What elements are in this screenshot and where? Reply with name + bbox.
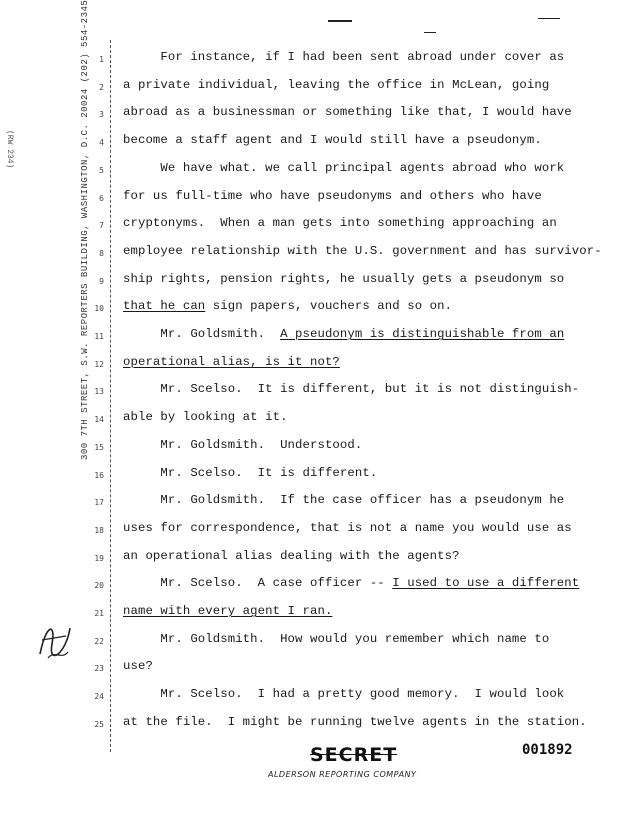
line-number: 24 xyxy=(94,692,104,702)
top-scan-mark xyxy=(328,20,352,22)
line-number: 13 xyxy=(94,387,104,397)
line-number: 1 xyxy=(99,55,104,64)
line-number: 20 xyxy=(94,581,104,591)
transcript-line: Mr. Goldsmith. If the case officer has a pseudonym he xyxy=(123,493,565,508)
line-number: 15 xyxy=(94,442,104,452)
top-scan-mark xyxy=(538,18,560,19)
transcript-line: Mr. Goldsmith. Understood. xyxy=(123,437,363,452)
transcript-line: name with every agent I ran. xyxy=(123,604,333,618)
transcript-line: for us full-time who have pseudonyms and others who have xyxy=(123,188,542,203)
line-number: 23 xyxy=(94,664,104,674)
transcript-line: employee relationship with the U.S. government and has survivor- xyxy=(123,243,602,258)
reporting-company: ALDERSON REPORTING COMPANY xyxy=(268,770,417,779)
transcript-line: For instance, if I had been sent abroad under cover as xyxy=(123,50,565,64)
line-number: 22 xyxy=(94,636,104,646)
handwritten-initials xyxy=(36,614,76,664)
line-number: 16 xyxy=(94,470,104,480)
transcript-line: Mr. Goldsmith. How would you remember which name to xyxy=(123,631,550,646)
top-scan-mark xyxy=(424,32,436,33)
line-number: 3 xyxy=(99,110,104,120)
transcript-line: Mr. Scelso. I had a pretty good memory. I would look xyxy=(123,687,565,702)
line-number: 14 xyxy=(94,415,104,425)
transcript-line: Mr. Scelso. A case officer -- I used to use a different xyxy=(123,576,580,591)
transcript-line: become a staff agent and I would still have a pseudonym. xyxy=(123,133,542,148)
line-number: 19 xyxy=(94,553,104,563)
line-number: 18 xyxy=(94,525,104,535)
line-number: 8 xyxy=(99,248,104,258)
line-number: 12 xyxy=(94,359,104,369)
line-number: 25 xyxy=(94,719,104,729)
transcript-line: a private individual, leaving the office in McLean, going xyxy=(123,77,550,92)
line-number: 21 xyxy=(94,609,104,618)
secret-stamp: SECRET xyxy=(310,744,398,766)
transcript-line: that he can sign papers, vouchers and so on. xyxy=(123,299,453,314)
document-number: 001892 xyxy=(522,742,573,758)
line-number: 2 xyxy=(99,82,104,92)
transcript-line: ship rights, pension rights, he usually gets a pseudonym so xyxy=(123,271,565,286)
line-number: 6 xyxy=(99,193,104,203)
line-number: 4 xyxy=(99,138,104,148)
transcript-line: operational alias, is it not? xyxy=(123,354,340,369)
line-number: 5 xyxy=(99,165,104,175)
transcript-line: Mr. Scelso. It is different, but it is not distinguish- xyxy=(123,382,580,397)
transcript-line: abroad as a businessman or something like that, I would have xyxy=(123,105,572,120)
transcript-line: Mr. Scelso. It is different. xyxy=(123,465,378,480)
transcript-line: Mr. Goldsmith. A pseudonym is distinguishable from an xyxy=(123,327,565,341)
transcript-line: use? xyxy=(123,659,153,674)
line-number: 17 xyxy=(94,498,104,508)
transcript-line: uses for correspondence, that is not a name you would use as xyxy=(123,520,572,535)
transcript-line: cryptonyms. When a man gets into something approaching an xyxy=(123,216,557,231)
line-number: 10 xyxy=(94,304,104,314)
transcript-line: at the file. I might be running twelve agents in the station. xyxy=(123,714,587,729)
margin-vertical-address: 300 7TH STREET, S.W. REPORTERS BUILDING, WASHINGTON, D.C. 20024 (202) 554-2345 xyxy=(80,0,90,460)
line-number: 7 xyxy=(99,221,104,231)
transcript-line: able by looking at it. xyxy=(123,410,288,425)
margin-rule xyxy=(110,40,111,752)
transcript-line: We have what. we call principal agents abroad who work xyxy=(123,160,565,175)
line-number: 11 xyxy=(94,332,104,341)
transcript-line: an operational alias dealing with the agents? xyxy=(123,548,460,563)
margin-top-vertical-text: (RW 234) xyxy=(5,130,14,169)
line-number: 9 xyxy=(99,276,104,286)
